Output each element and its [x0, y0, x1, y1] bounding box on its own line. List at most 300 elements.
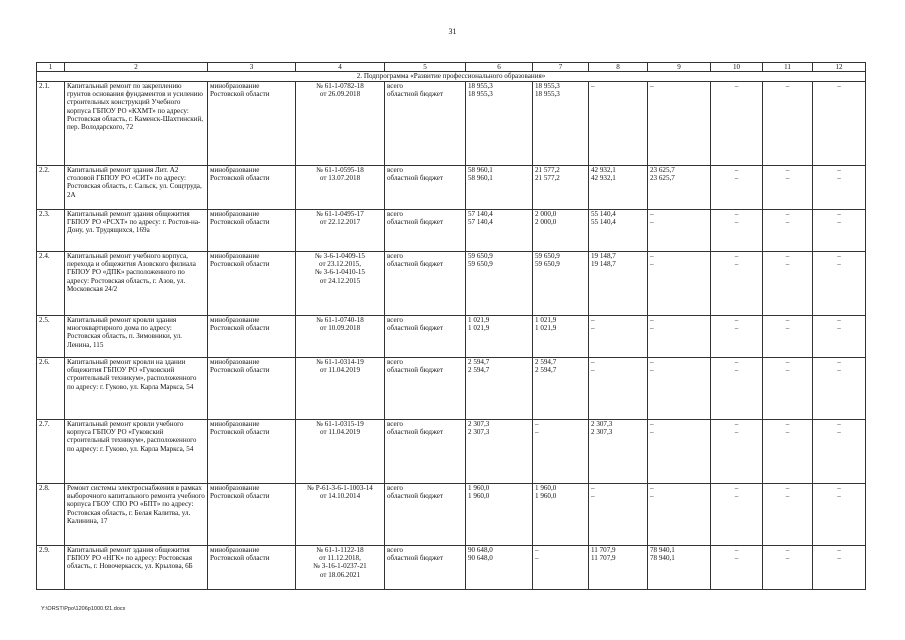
amount-c7-value: 1 021,9 — [535, 324, 557, 333]
expertise-doc-value: № 61-1-0782-18 — [316, 82, 364, 90]
amount-c8-value: 19 148,7 — [591, 260, 616, 269]
amount-c7 — [533, 420, 589, 484]
expertise-doc-value: от 11.12.2018, — [319, 554, 361, 563]
amount-c6-value: 58 960,1 — [468, 174, 493, 183]
amount-c7-value: 1 021,9 — [535, 316, 557, 324]
amount-c12 — [813, 420, 866, 484]
responsible-org-text: минобразование Ростовской области — [210, 484, 270, 501]
amount-c10 — [711, 316, 763, 358]
expertise-doc-value: № 61-1-0740-18 — [316, 316, 364, 324]
amount-c6-value: 90 648,0 — [468, 546, 493, 554]
row-number — [37, 484, 65, 546]
expertise-doc-value: № 61-1-0314-19 — [316, 358, 364, 366]
amount-c10-value: – — [734, 554, 739, 563]
expertise-doc — [296, 316, 385, 358]
amount-c11-value: – — [785, 366, 790, 375]
funding-source-value: всего — [387, 358, 403, 366]
expertise-doc-value: от 24.12.2015 — [319, 276, 361, 285]
table-row — [37, 82, 866, 166]
amount-c11 — [763, 82, 813, 166]
table-row — [37, 316, 866, 358]
responsible-org — [208, 358, 296, 420]
amount-c10 — [711, 82, 763, 166]
amount-c11-value: – — [785, 492, 790, 501]
amount-c11 — [763, 420, 813, 484]
amount-c9 — [648, 546, 711, 590]
amount-c7-value: 59 650,9 — [535, 260, 560, 269]
expertise-doc-value: № 3-6-1-0409-15 — [315, 252, 365, 260]
amount-c7-value: 59 650,9 — [535, 252, 560, 260]
work-description-text: Капитальный ремонт кровли здания многоквартирного дома по адресу: Ростовская область, п. Зимовники, ул. Ленина, 115 — [67, 316, 182, 349]
amount-c6-value: 2 594,7 — [468, 366, 490, 375]
program-table — [36, 62, 866, 590]
row-number-value: 2.1. — [39, 82, 50, 90]
responsible-org-text: минобразование Ростовской области — [210, 166, 270, 183]
amount-c7-value: 18 955,3 — [535, 82, 560, 90]
expertise-doc-value: № 61-1-1122-18 — [316, 546, 364, 554]
amount-c10-value: – — [734, 428, 739, 437]
amount-c11-value: – — [785, 484, 790, 492]
amount-c7-value: 1 960,0 — [535, 484, 557, 492]
expertise-doc-value: № Р-61-3-6-1-1003-14 — [307, 484, 373, 492]
amount-c9 — [648, 358, 711, 420]
amount-c7-value: – — [535, 554, 539, 563]
row-number — [37, 420, 65, 484]
funding-source-value: всего — [387, 420, 403, 428]
funding-source-value: всего — [387, 82, 403, 90]
amount-c8-value: – — [591, 492, 595, 501]
row-number-value: 2.4. — [39, 252, 50, 260]
row-number — [37, 358, 65, 420]
file-path-footer: Y:\ORST\Ppo\1206p1000.f21.docx — [41, 606, 126, 612]
amount-c12-value: – — [837, 492, 841, 501]
amount-c9-value: 78 940,1 — [650, 546, 675, 554]
column-number: 2 — [65, 63, 208, 72]
amount-c12-value: – — [837, 358, 841, 366]
row-number — [37, 252, 65, 316]
responsible-org — [208, 210, 296, 252]
amount-c6-value: 1 960,0 — [468, 484, 490, 492]
subprogram-title: 2. Подпрограмма «Развитие профессионального образования» — [37, 72, 866, 82]
amount-c12-value: – — [837, 366, 841, 375]
amount-c10-value: – — [734, 420, 739, 428]
work-description — [65, 82, 208, 166]
amount-c10-value: – — [734, 218, 739, 227]
responsible-org-text: минобразование Ростовской области — [210, 546, 270, 563]
table-row — [37, 420, 866, 484]
amount-c9 — [648, 252, 711, 316]
amount-c8-value: 19 148,7 — [591, 252, 616, 260]
amount-c9 — [648, 82, 711, 166]
funding-source — [385, 358, 466, 420]
funding-source — [385, 252, 466, 316]
amount-c8 — [589, 420, 648, 484]
amount-c7 — [533, 484, 589, 546]
row-number — [37, 82, 65, 166]
amount-c10 — [711, 252, 763, 316]
amount-c12-value: – — [837, 324, 841, 333]
amount-c8 — [589, 166, 648, 210]
amount-c10 — [711, 420, 763, 484]
responsible-org — [208, 166, 296, 210]
responsible-org-text: минобразование Ростовской области — [210, 210, 270, 227]
responsible-org — [208, 484, 296, 546]
funding-source-value: всего — [387, 252, 403, 260]
page-number: 31 — [448, 27, 457, 36]
amount-c10-value: – — [734, 492, 739, 501]
amount-c12 — [813, 358, 866, 420]
amount-c11-value: – — [785, 546, 790, 554]
amount-c12 — [813, 484, 866, 546]
column-number: 9 — [648, 63, 711, 72]
amount-c11 — [763, 210, 813, 252]
amount-c12-value: – — [837, 420, 841, 428]
amount-c10-value: – — [734, 174, 739, 183]
amount-c11-value: – — [785, 428, 790, 437]
amount-c9-value: – — [650, 260, 654, 269]
row-number-value: 2.6. — [39, 358, 50, 366]
funding-source-value: областной бюджет — [387, 260, 444, 269]
row-number-value: 2.8. — [39, 484, 50, 492]
amount-c6-value: 57 140,4 — [468, 210, 493, 218]
amount-c6 — [466, 420, 533, 484]
amount-c7 — [533, 210, 589, 252]
work-description-text: Капитальный ремонт учебного корпуса, перехода и общежития Азовского филиала ГБПОУ РО «ДПК» расположенного по адресу: Ростовская область, г. Азов, ул. Московская 24/2 — [67, 252, 196, 293]
amount-c11-value: – — [785, 358, 790, 366]
amount-c9-value: – — [650, 252, 654, 260]
responsible-org-text: минобразование Ростовской области — [210, 82, 270, 99]
work-description — [65, 358, 208, 420]
row-number-value: 2.9. — [39, 546, 50, 554]
amount-c8-value: – — [591, 82, 595, 90]
amount-c7 — [533, 316, 589, 358]
amount-c12 — [813, 252, 866, 316]
amount-c12-value: – — [837, 174, 841, 183]
amount-c8 — [589, 82, 648, 166]
amount-c11-value: – — [785, 252, 790, 260]
amount-c8-value: – — [591, 484, 595, 492]
amount-c9-value: – — [650, 316, 654, 324]
amount-c9-value: 23 625,7 — [650, 174, 675, 183]
amount-c9-value: – — [650, 428, 654, 437]
expertise-doc-value: от 11.04.2019 — [320, 366, 360, 375]
row-number-value: 2.7. — [39, 420, 50, 428]
amount-c8-value: 11 707,9 — [591, 554, 616, 563]
funding-source — [385, 546, 466, 590]
responsible-org-text: минобразование Ростовской области — [210, 420, 270, 437]
amount-c9-value: – — [650, 218, 654, 227]
amount-c6-value: 2 307,3 — [468, 420, 490, 428]
expertise-doc-value: № 61-1-0595-18 — [316, 166, 364, 174]
amount-c6-value: 90 648,0 — [468, 554, 493, 563]
amount-c12-value: – — [837, 252, 841, 260]
amount-c6 — [466, 316, 533, 358]
expertise-doc — [296, 484, 385, 546]
amount-c12-value: – — [837, 484, 841, 492]
work-description — [65, 484, 208, 546]
subprogram-row — [37, 72, 866, 82]
work-description — [65, 252, 208, 316]
amount-c11-value: – — [785, 260, 790, 269]
amount-c11-value: – — [785, 316, 790, 324]
amount-c12-value: – — [837, 554, 841, 563]
amount-c11 — [763, 546, 813, 590]
column-number: 11 — [763, 63, 813, 72]
expertise-doc-value: № 61-1-0495-17 — [316, 210, 364, 218]
amount-c9-value: 23 625,7 — [650, 166, 675, 174]
amount-c12 — [813, 82, 866, 166]
amount-c8 — [589, 252, 648, 316]
work-description — [65, 420, 208, 484]
responsible-org-text: минобразование Ростовской области — [210, 358, 270, 375]
amount-c12-value: – — [837, 316, 841, 324]
amount-c8-value: 11 707,9 — [591, 546, 616, 554]
table-row — [37, 546, 866, 590]
amount-c7-value: – — [535, 420, 539, 428]
amount-c6 — [466, 358, 533, 420]
amount-c7-value: 2 594,7 — [535, 366, 557, 375]
amount-c11 — [763, 252, 813, 316]
expertise-doc-value: № 61-1-0315-19 — [316, 420, 364, 428]
amount-c12-value: – — [837, 428, 841, 437]
amount-c8-value: 2 307,3 — [591, 420, 613, 428]
amount-c6-value: 2 594,7 — [468, 358, 490, 366]
amount-c6-value: 1 960,0 — [468, 492, 490, 501]
amount-c11-value: – — [785, 174, 790, 183]
responsible-org — [208, 316, 296, 358]
amount-c9-value: – — [650, 366, 654, 375]
amount-c12-value: – — [837, 166, 841, 174]
row-number — [37, 546, 65, 590]
responsible-org-text: минобразование Ростовской области — [210, 252, 270, 269]
amount-c6-value: 59 650,9 — [468, 252, 493, 260]
amount-c10-value: – — [734, 210, 739, 218]
expertise-doc-value: от 18.06.2021 — [319, 570, 361, 579]
column-number: 8 — [589, 63, 648, 72]
amount-c7-value: 18 955,3 — [535, 90, 560, 99]
amount-c9-value: – — [650, 210, 654, 218]
amount-c12 — [813, 546, 866, 590]
amount-c6-value: 2 307,3 — [468, 428, 490, 437]
amount-c6 — [466, 252, 533, 316]
column-number: 7 — [533, 63, 589, 72]
amount-c9-value: – — [650, 484, 654, 492]
expertise-doc-value: от 23.12.2015, — [318, 260, 362, 269]
table-row — [37, 358, 866, 420]
amount-c6-value: 57 140,4 — [468, 218, 493, 227]
amount-c11 — [763, 166, 813, 210]
amount-c10-value: – — [734, 82, 739, 90]
work-description-text: Ремонт системы электроснабжения в рамках выборочного капитального ремонта учебного корпуса ГБОУ СПО РО «БПТ» по адресу: Ростовская область, г. Белая Калитва, ул. Калинина, 17 — [67, 484, 205, 525]
amount-c9 — [648, 420, 711, 484]
responsible-org — [208, 420, 296, 484]
amount-c9 — [648, 210, 711, 252]
amount-c9-value: – — [650, 358, 654, 366]
expertise-doc-value: от 26.09.2018 — [319, 90, 361, 99]
amount-c12 — [813, 210, 866, 252]
row-number — [37, 210, 65, 252]
amount-c6-value: 58 960,1 — [468, 166, 493, 174]
amount-c7-value: 2 594,7 — [535, 358, 557, 366]
expertise-doc-value: от 10.09.2018 — [319, 324, 361, 333]
amount-c8-value: 55 140,4 — [591, 218, 616, 227]
funding-source-value: областной бюджет — [387, 90, 444, 99]
work-description-text: Капитальный ремонт здания Лит. А2 столовой ГБПОУ РО «СИТ» по адресу: Ростовская область, г. Сальск, ул. Сощтруда, 2А — [67, 166, 202, 199]
amount-c8-value: – — [591, 316, 595, 324]
funding-source-value: областной бюджет — [387, 492, 444, 501]
work-description-text: Капитальный ремонт здания общежития ГБПОУ РО «РСХТ» по адресу: г. Ростов-на-Дону, ул. Трудящихся, 169а — [67, 210, 201, 235]
amount-c6-value: 1 021,9 — [468, 316, 490, 324]
amount-c7 — [533, 166, 589, 210]
amount-c6 — [466, 484, 533, 546]
amount-c10-value: – — [734, 324, 739, 333]
row-number-value: 2.5. — [39, 316, 50, 324]
amount-c12-value: – — [837, 546, 841, 554]
funding-source-value: всего — [387, 316, 403, 324]
amount-c10-value: – — [734, 316, 739, 324]
amount-c7 — [533, 252, 589, 316]
column-number-row — [37, 63, 866, 72]
column-number: 5 — [385, 63, 466, 72]
table-row — [37, 252, 866, 316]
amount-c9-value: – — [650, 492, 654, 501]
row-number-value: 2.3. — [39, 210, 50, 218]
amount-c8-value: 42 932,1 — [591, 174, 616, 183]
work-description — [65, 546, 208, 590]
amount-c7 — [533, 546, 589, 590]
amount-c9 — [648, 484, 711, 546]
amount-c9-value: – — [650, 324, 654, 333]
amount-c11-value: – — [785, 420, 790, 428]
work-description-text: Капитальный ремонт по закреплению грунтов основания фундаментов и усилению строительных конструкций Учебного корпуса ГБПОУ РО «КХМТ» по адресу: Ростовская область, г. Каменск-Шахтинский, пер. Володарского, 72 — [67, 82, 204, 132]
amount-c10-value: – — [734, 366, 739, 375]
expertise-doc — [296, 546, 385, 590]
expertise-doc-value: № 3-6-1-0410-15 — [315, 268, 365, 277]
amount-c10-value: – — [734, 166, 739, 174]
column-number: 4 — [296, 63, 385, 72]
expertise-doc-value: от 22.12.2017 — [319, 218, 361, 227]
amount-c11 — [763, 358, 813, 420]
amount-c10-value: – — [734, 484, 739, 492]
amount-c7-value: – — [535, 428, 539, 437]
work-description — [65, 166, 208, 210]
amount-c11-value: – — [785, 210, 790, 218]
expertise-doc-value: от 14.10.2014 — [319, 492, 361, 501]
amount-c11 — [763, 316, 813, 358]
amount-c7 — [533, 82, 589, 166]
amount-c11-value: – — [785, 166, 790, 174]
amount-c12-value: – — [837, 218, 841, 227]
amount-c10 — [711, 210, 763, 252]
funding-source-value: областной бюджет — [387, 428, 444, 437]
funding-source — [385, 210, 466, 252]
funding-source — [385, 82, 466, 166]
expertise-doc-value: от 11.04.2019 — [320, 428, 360, 437]
expertise-doc — [296, 82, 385, 166]
amount-c9-value: – — [650, 82, 654, 90]
amount-c8 — [589, 358, 648, 420]
funding-source-value: областной бюджет — [387, 218, 444, 227]
amount-c10 — [711, 358, 763, 420]
funding-source — [385, 316, 466, 358]
amount-c10-value: – — [734, 260, 739, 269]
amount-c7-value: 21 577,2 — [535, 174, 560, 183]
responsible-org-text: минобразование Ростовской области — [210, 316, 270, 333]
amount-c6-value: 18 955,3 — [468, 82, 493, 90]
amount-c11-value: – — [785, 324, 790, 333]
amount-c10 — [711, 546, 763, 590]
table-row — [37, 210, 866, 252]
expertise-doc-value: № 3-16-1-0237-21 — [313, 562, 367, 571]
funding-source-value: областной бюджет — [387, 366, 444, 375]
column-number: 6 — [466, 63, 533, 72]
table-row — [37, 166, 866, 210]
funding-source-value: всего — [387, 166, 403, 174]
column-number: 10 — [711, 63, 763, 72]
amount-c7-value: 2 000,0 — [535, 210, 557, 218]
amount-c7 — [533, 358, 589, 420]
amount-c8-value: – — [591, 358, 595, 366]
row-number — [37, 166, 65, 210]
amount-c11-value: – — [785, 82, 790, 90]
row-number-value: 2.2. — [39, 166, 50, 174]
amount-c8-value: 55 140,4 — [591, 210, 616, 218]
table-row — [37, 484, 866, 546]
work-description-text: Капитальный ремонт кровли на здании общежития ГБПОУ РО «Гуковский строительный техникум», расположенного по адресу: г. Гуково, ул. Карла Маркса, 54 — [67, 358, 197, 391]
work-description-text: Капитальный ремонт кровли учебного корпуса ГБПОУ РО «Гуковский строительный техникум», расположенного по адресу: г. Гуково, ул. Карла Маркса, 54 — [67, 420, 197, 453]
amount-c12-value: – — [837, 210, 841, 218]
responsible-org — [208, 546, 296, 590]
expertise-doc — [296, 166, 385, 210]
row-number — [37, 316, 65, 358]
amount-c11-value: – — [785, 218, 790, 227]
column-number: 12 — [813, 63, 866, 72]
work-description — [65, 210, 208, 252]
amount-c6-value: 59 650,9 — [468, 260, 493, 269]
amount-c8-value: – — [591, 324, 595, 333]
responsible-org — [208, 82, 296, 166]
expertise-doc — [296, 210, 385, 252]
amount-c9-value: 78 940,1 — [650, 554, 675, 563]
responsible-org — [208, 252, 296, 316]
amount-c8 — [589, 546, 648, 590]
funding-source-value: областной бюджет — [387, 174, 444, 183]
amount-c6 — [466, 210, 533, 252]
amount-c9-value: – — [650, 420, 654, 428]
amount-c6 — [466, 546, 533, 590]
column-number: 3 — [208, 63, 296, 72]
amount-c12 — [813, 166, 866, 210]
amount-c7-value: 2 000,0 — [535, 218, 557, 227]
amount-c10 — [711, 166, 763, 210]
amount-c8-value: – — [591, 366, 595, 375]
amount-c12-value: – — [837, 82, 841, 90]
funding-source-value: областной бюджет — [387, 324, 444, 333]
amount-c7-value: – — [535, 546, 539, 554]
funding-source-value: всего — [387, 210, 403, 218]
expertise-doc — [296, 358, 385, 420]
amount-c8-value: 2 307,3 — [591, 428, 613, 437]
amount-c8 — [589, 316, 648, 358]
amount-c6 — [466, 82, 533, 166]
funding-source-value: всего — [387, 546, 403, 554]
amount-c8-value: 42 932,1 — [591, 166, 616, 174]
expertise-doc — [296, 252, 385, 316]
funding-source — [385, 420, 466, 484]
column-number: 1 — [37, 63, 65, 72]
amount-c9 — [648, 166, 711, 210]
funding-source-value: областной бюджет — [387, 554, 444, 563]
